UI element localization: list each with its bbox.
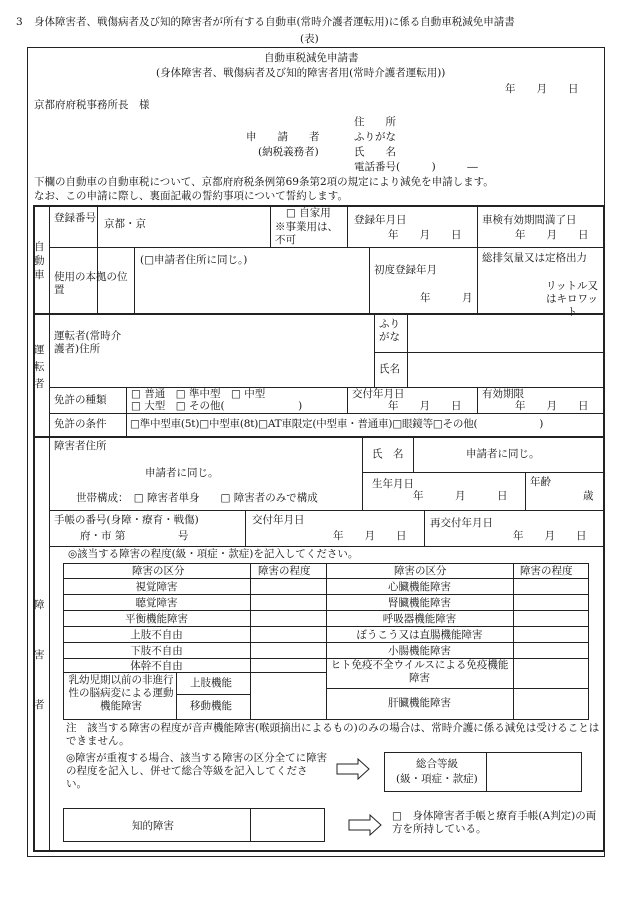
reg-number-value[interactable]: 京都・京 [104, 218, 146, 230]
inspection-label: 車検有効期間満了日 [482, 214, 577, 226]
disability-row-right: 心臓機能障害 [388, 581, 451, 593]
total-grade-sublabel: (級・項症・款症) [396, 773, 478, 785]
applicant-phone: 電話番号( ) ― [354, 161, 478, 173]
disabled-name-label: 氏 名 [372, 448, 404, 460]
addressee: 京都府府税事務所長 様 [34, 99, 150, 111]
disabled-name-value: 申請者に同じ。 [466, 448, 540, 460]
disability-row-left: 聴覚障害 [135, 597, 178, 609]
notebook-number-value[interactable]: 府・市 第 号 [80, 530, 189, 542]
applicant-address-label: 住 所 [354, 116, 396, 128]
car-section-label: 自動車 [34, 241, 45, 281]
disability-row-left: 上肢不自由 [130, 629, 183, 641]
business-note: ※事業用は、不可 [275, 221, 338, 247]
multi-disability-note: ◎障害が重複する場合、該当する障害の区分全てに障害の程度を記入し、併せて総合等級を記入してください。 [66, 752, 328, 791]
form-subtitle: (身体障害者、戦傷病者及び知的障害者用(常時介護者運転用)) [156, 67, 446, 79]
disability-row-left: 視覚障害 [135, 581, 178, 593]
reg-date-label: 登録年月日 [354, 214, 407, 226]
base-location-label: 使用の本拠の位置 [54, 271, 128, 297]
applicant-label: 申 請 者 [246, 131, 320, 143]
license-valid-value[interactable]: 年 月 日 [515, 400, 589, 412]
disability-row-left: 平衡機能障害 [125, 613, 188, 625]
notebook-issue-label: 交付年月日 [252, 514, 305, 526]
infant-motor-label: 乳幼児期以前の非進行性の脳病変による運動機能障害 [68, 674, 174, 713]
infant-upper-label: 上肢機能 [190, 677, 232, 689]
notebook-reissue-value[interactable]: 年 月 日 [513, 530, 587, 542]
disability-row-left: 下肢不自由 [130, 645, 183, 657]
intro-line-1: 下欄の自動車の自動車税について、京都府府税条例第69条第2項の規定により減免を申請します。 [34, 176, 494, 188]
th-category-right: 障害の区分 [394, 565, 447, 577]
notebook-issue-value[interactable]: 年 月 日 [333, 530, 407, 542]
applicant-furigana-label: ふりがな [354, 131, 396, 143]
grade-instruction: ◎該当する障害の程度(級・項症・款症)を記入してください。 [68, 548, 359, 560]
arrow-right-icon [336, 758, 370, 780]
both-books-checkbox[interactable]: □ 身体障害者手帳と療育手帳(A判定)の両方を所持している。 [392, 810, 597, 836]
license-issue-value[interactable]: 年 月 日 [388, 400, 462, 412]
disabled-address-same: 申請者に同じ。 [145, 467, 219, 479]
driver-name-label: 氏名 [379, 363, 400, 375]
total-grade-label: 総合等級 [416, 758, 458, 770]
base-same-checkbox[interactable]: (□申請者住所に同じ。) [140, 254, 248, 266]
arrow-right-icon [348, 814, 382, 836]
household-composition[interactable]: 世帯構成： □ 障害者単身 □ 障害者のみで構成 [76, 492, 318, 504]
notebook-number-label: 手帳の番号(身障・療育・戦傷) [54, 514, 199, 526]
disabled-address-label: 障害者住所 [54, 440, 107, 452]
license-conditions-value[interactable]: □準中型車(5t)□中型車(8t)□AT車限定(中型車・普通車)□眼鏡等□その他( ) [130, 418, 544, 430]
reg-number-label: 登録番号 [54, 212, 96, 224]
license-conditions-label: 免許の条件 [54, 418, 107, 430]
age-unit: 歳 [583, 490, 594, 502]
disability-row-right: ぼうこう又は直腸機能障害 [356, 629, 483, 641]
displacement-unit: リットル又はキロワット [545, 280, 599, 319]
form-title: 自動車税減免申請書 [264, 52, 359, 64]
th-degree-left: 障害の程度 [258, 565, 311, 577]
license-type-label: 免許の種類 [54, 394, 107, 406]
th-degree-right: 障害の程度 [520, 565, 573, 577]
displacement-label: 総排気量又は定格出力 [482, 252, 587, 264]
taxpayer-label: (納税義務者) [258, 146, 319, 158]
disability-row-right: ヒト免疫不全ウイルスによる免疫機能障害 [330, 659, 509, 685]
birth-date-label: 生年月日 [372, 478, 414, 490]
first-reg-label: 初度登録年月 [374, 264, 437, 276]
intellectual-box [63, 808, 325, 842]
application-date: 年 月 日 [505, 83, 579, 95]
disability-row-right: 腎臓機能障害 [388, 597, 451, 609]
disability-row-right: 小腸機能障害 [388, 645, 451, 657]
disabled-section-label: 障害者 [34, 599, 45, 711]
license-issue-label: 交付年月日 [352, 388, 405, 400]
inspection-value[interactable]: 年 月 日 [515, 229, 589, 241]
disability-row-right: 肝臓機能障害 [388, 697, 451, 709]
driver-address-label: 運転者(常時介護者)住所 [54, 330, 122, 356]
face-label: (表) [300, 33, 319, 45]
first-reg-value[interactable]: 年 月 [420, 292, 473, 304]
notebook-reissue-label: 再交付年月日 [430, 517, 493, 529]
intro-line-2: なお、この申請に際し、裏面記載の誓約事項について誓約します。 [34, 190, 348, 202]
document-heading: 身体障害者、戦傷病者及び知的障害者が所有する自動車(常時介護者運転用)に係る自動車税減免申請書 [34, 16, 515, 28]
license-valid-label: 有効期限 [482, 388, 524, 400]
section-number: 3 [16, 16, 23, 28]
disability-row-right: 呼吸器機能障害 [382, 613, 457, 625]
disability-row-left: 体幹不自由 [130, 660, 183, 672]
driver-furigana-label: ふりがな [379, 318, 400, 344]
intellectual-label: 知的障害 [132, 820, 174, 832]
th-category-left: 障害の区分 [132, 565, 185, 577]
birth-date-value[interactable]: 年 月 日 [413, 490, 508, 502]
reg-date-value[interactable]: 年 月 日 [388, 229, 462, 241]
voice-note: 注 該当する障害の程度が音声機能障害(喉頭摘出によるもの)のみの場合は、常時介護に係る減免は受けることはできません。 [66, 722, 600, 748]
infant-move-label: 移動機能 [190, 700, 232, 712]
license-type-options-2[interactable]: □ 大型 □ その他( ) [131, 400, 303, 412]
applicant-name-label: 氏 名 [354, 146, 396, 158]
age-label: 年齢 [530, 476, 551, 488]
license-type-options-1[interactable]: □ 普通 □ 準中型 □ 中型 [131, 388, 266, 400]
private-use-checkbox[interactable]: □ 自家用 [286, 207, 331, 219]
driver-section-label: 運転者 [34, 344, 45, 390]
